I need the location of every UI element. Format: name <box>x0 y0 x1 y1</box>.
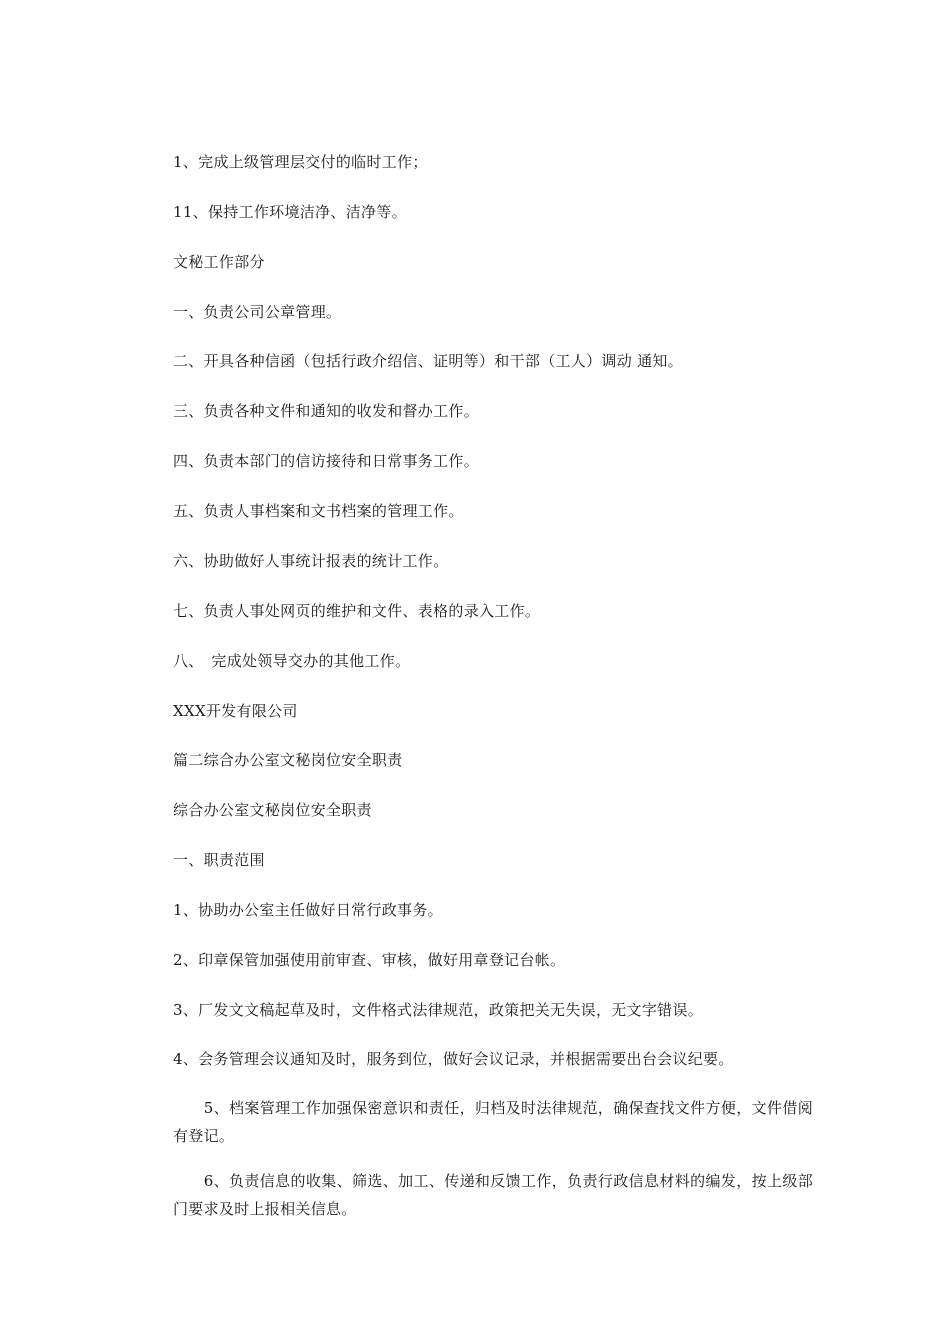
section-title: 综合办公室文秘岗位安全职责 <box>173 801 372 819</box>
paragraph: 5、档案管理工作加强保密意识和责任，归档及时法律规范，确保查找文件方便，文件借阅有登记。 <box>173 1099 813 1145</box>
text-line: 六、协助做好人事统计报表的统计工作。 <box>173 552 449 570</box>
company-name: XXX开发有限公司 <box>173 702 298 720</box>
text-line: 11、保持工作环境洁净、洁净等。 <box>173 203 407 221</box>
text-line: 1、协助办公室主任做好日常行政事务。 <box>173 901 443 919</box>
paragraph: 6、负责信息的收集、筛选、加工、传递和反馈工作，负责行政信息材料的编发，按上级部门要求及时上报相关信息。 <box>173 1172 813 1218</box>
text-line: 七、负责人事处网页的维护和文件、表格的录入工作。 <box>173 602 541 620</box>
text-line: 八、 完成处领导交办的其他工作。 <box>173 652 411 670</box>
text-line: 一、负责公司公章管理。 <box>173 303 342 321</box>
text-line: 1、完成上级管理层交付的临时工作； <box>173 153 428 171</box>
section-heading: 文秘工作部分 <box>173 253 265 271</box>
text-line: 3、厂发文文稿起草及时，文件格式法律规范，政策把关无失误，无文字错误。 <box>173 1001 704 1019</box>
section-heading: 一、职责范围 <box>173 851 265 869</box>
text-line: 2、印章保管加强使用前审查、审核，做好用章登记台帐。 <box>173 951 566 969</box>
text-line: 二、开具各种信函（包括行政介绍信、证明等）和干部（工人）调动 通知。 <box>173 352 683 370</box>
text-line: 五、负责人事档案和文书档案的管理工作。 <box>173 502 464 520</box>
section-heading: 篇二综合办公室文秘岗位安全职责 <box>173 751 403 769</box>
text-line: 三、负责各种文件和通知的收发和督办工作。 <box>173 402 480 420</box>
text-line: 四、负责本部门的信访接待和日常事务工作。 <box>173 452 480 470</box>
text-line: 4、会务管理会议通知及时，服务到位，做好会议记录，并根据需要出台会议纪要。 <box>173 1050 734 1068</box>
